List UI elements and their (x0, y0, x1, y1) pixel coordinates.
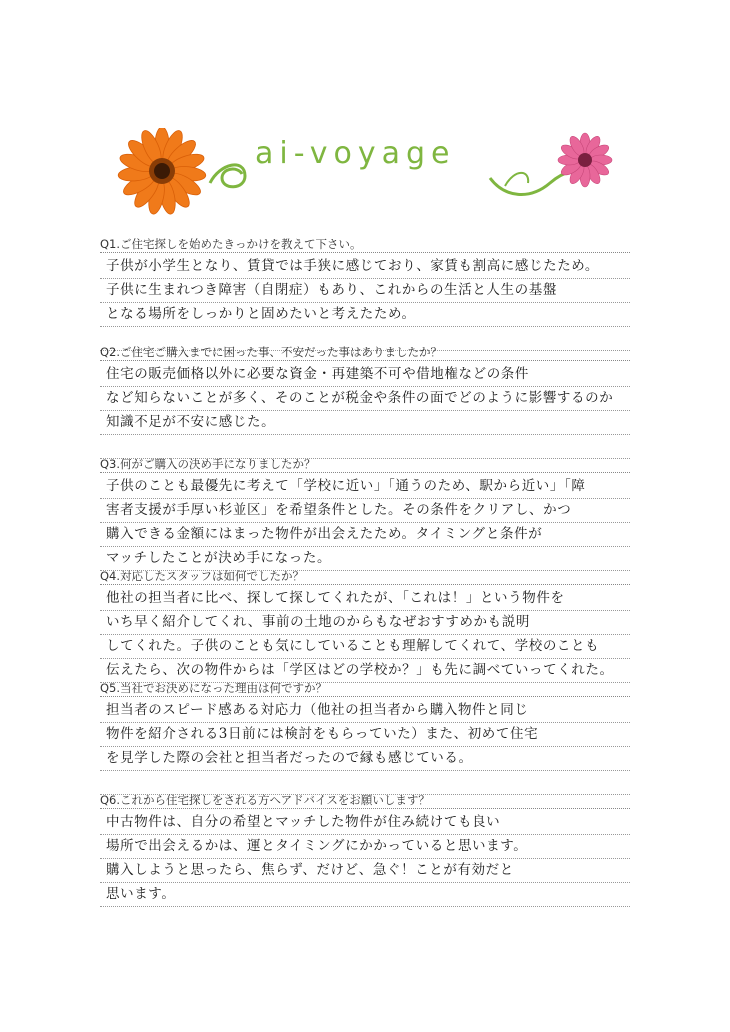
answer-line: 担当者のスピード感ある対応力（他社の担当者から購入物件と同じ (100, 699, 630, 723)
answer-line: など知らないことが多く、そのことが税金や条件の面でどのように影響するのか (100, 387, 630, 411)
question-title: Q4.対応したスタッフは如何でしたか？ (100, 568, 630, 585)
answer-line: 害者支援が手厚い杉並区」を希望条件とした。その条件をクリアし、かつ (100, 499, 630, 523)
answer-line: 購入しようと思ったら、焦らず、だけど、急ぐ！ことが有効だと (100, 859, 630, 883)
question-4 (100, 568, 630, 683)
answer-line: マッチしたことが決め手になった。 (100, 547, 630, 571)
answer-line: 中古物件は、自分の希望とマッチした物件が住み続けても良い (100, 811, 630, 835)
answer-line: 購入できる金額にはまった物件が出会えたため。タイミングと条件が (100, 523, 630, 547)
question-title: Q2.ご住宅ご購入までに困った事、不安だった事はありましたか？ (100, 344, 630, 361)
question-1 (100, 236, 630, 351)
answer-line: 他社の担当者に比べ、探して探してくれたが、「これは！」という物件を (100, 587, 630, 611)
answer-line: 思います。 (100, 883, 630, 907)
logo-text: ai-voyage (255, 136, 456, 171)
question-5 (100, 680, 630, 795)
answer-line: 場所で出会えるかは、運とタイミングにかかっていると思います。 (100, 835, 630, 859)
question-title: Q6.これから住宅探しをされる方へアドバイスをお願いします？ (100, 792, 630, 809)
question-title: Q5.当社でお決めになった理由は何ですか？ (100, 680, 630, 697)
answer-line: 伝えたら、次の物件からは「学区はどの学校か？」も先に調べていってくれた。 (100, 659, 630, 683)
answer-line: 物件を紹介される3日前には検討をもらっていた）また、初めて住宅 (100, 723, 630, 747)
question-2 (100, 344, 630, 459)
answer-line: 知識不足が不安に感じた。 (100, 411, 630, 435)
answer-line: 子供が小学生となり、賃貸では手狭に感じており、家賃も割高に感じたため。 (100, 255, 630, 279)
answer-line: 住宅の販売価格以外に必要な資金・再建築不可や借地権などの条件 (100, 363, 630, 387)
ai-voyage-logo (110, 128, 630, 218)
answer-line: 子供のことも最優先に考えて「学校に近い」「通うのため、駅から近い」「障 (100, 475, 630, 499)
answer-line: してくれた。子供のことも気にしていることも理解してくれて、学校のことも (100, 635, 630, 659)
answer-line: 子供に生まれつき障害（自閉症）もあり、これからの生活と人生の基盤 (100, 279, 630, 303)
answer-line: となる場所をしっかりと固めたいと考えたため。 (100, 303, 630, 327)
question-title: Q1.ご住宅探しを始めたきっかけを教えて下さい。 (100, 236, 630, 253)
question-3 (100, 456, 630, 571)
question-title: Q3.何がご購入の決め手になりましたか？ (100, 456, 630, 473)
answer-line: いち早く紹介してくれ、事前の土地のからもなぜおすすめかも説明 (100, 611, 630, 635)
answer-line: を見学した際の会社と担当者だったので縁も感じている。 (100, 747, 630, 771)
question-6 (100, 792, 630, 907)
